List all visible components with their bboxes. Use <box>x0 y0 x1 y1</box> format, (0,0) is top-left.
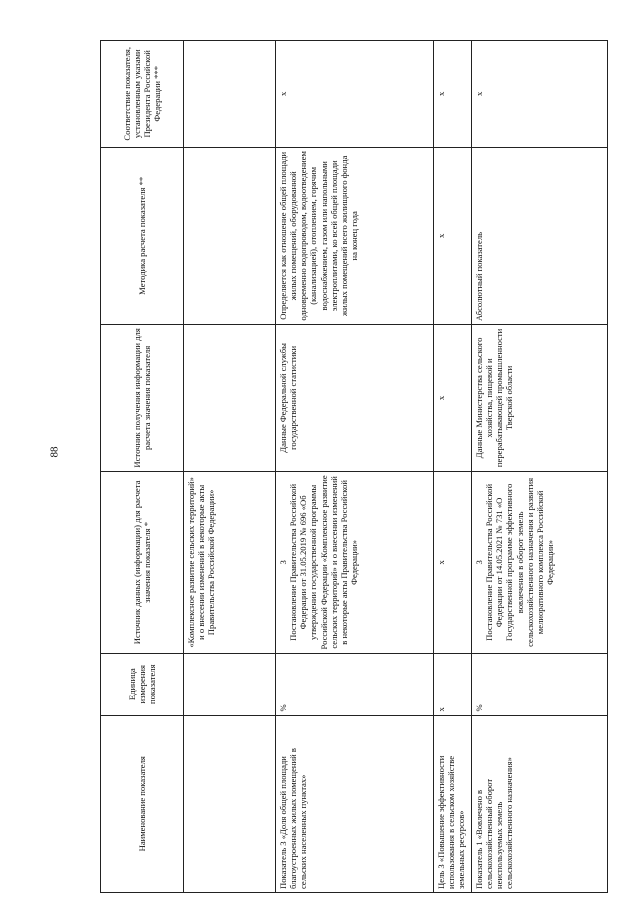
header-unit: Единица измерения показателя <box>101 653 184 715</box>
cell-source: 3 Постановление Правительства Российской Федерации от 14.05.2021 № 731 «О Государственной программе эффективного вовлечения в оборот земель сельскохозяйственного назначения и развития мелиоративного комплекса Российской Федерации» <box>472 471 608 653</box>
cell-name: Показатель 1 «Вовлечено в сельскохозяйственный оборот неиспользуемых земель сельскохозяйственного назначения» <box>472 715 608 892</box>
table-row <box>276 41 434 893</box>
cell-match: х <box>434 41 472 148</box>
cell-origin <box>184 325 276 472</box>
cell-method: х <box>434 147 472 324</box>
header-method: Методика расчета показателя ** <box>101 147 184 324</box>
page-number: 88 <box>48 446 61 458</box>
cell-unit: % <box>276 653 434 715</box>
cell-name <box>184 715 276 892</box>
header-name: Наименование показателя <box>101 715 184 892</box>
header-source: Источник данных (информации) для расчета значения показателя * <box>101 471 184 653</box>
header-row <box>101 41 184 893</box>
cell-origin: Данные Министерства сельского хозяйства, пищевой и перерабатывающей промышленности Тверской области <box>472 325 608 472</box>
table-row <box>184 41 276 893</box>
cell-method: Определяется как отношение общей площади жилых помещений, оборудованной одновременно водопроводом, водоотведением (канализацией), отоплением, горячим водоснабжением, газом или напольными электроплитами, ко всей общей площади жилых помещений всего жилищного фонда на конец года <box>276 147 434 324</box>
header-match: Соответствие показателя, установленным указами Президента Российской Федерации *** <box>101 41 184 148</box>
table-row <box>434 41 472 893</box>
cell-match <box>184 41 276 148</box>
cell-source: х <box>434 471 472 653</box>
cell-source: 3 Постановление Правительства Российской Федерации от 31.05.2019 № 696 «Об утверждении государственной программы Российской Федерации «Комплексное развитие сельских территорий» и о внесении изменений в некоторые акты Правительства Российской Федерации» <box>276 471 434 653</box>
cell-match: х <box>276 41 434 148</box>
cell-unit: х <box>434 653 472 715</box>
cell-unit: % <box>472 653 608 715</box>
cell-unit <box>184 653 276 715</box>
table-row <box>472 41 608 893</box>
cell-method: Абсолютный показатель <box>472 147 608 324</box>
cell-name: Показатель 3 «Доля общей площади благоустроенных жилых помещений в сельских населенных пунктах» <box>276 715 434 892</box>
cell-method <box>184 147 276 324</box>
cell-match: х <box>472 41 608 148</box>
header-origin: Источник получения информации для расчета значения показателя <box>101 325 184 472</box>
rotated-table-container <box>100 40 610 893</box>
cell-origin: Данные Федеральной службы государственной статистики <box>276 325 434 472</box>
indicator-table <box>100 40 608 893</box>
cell-name: Цель 3 «Повышение эффективности использования в сельском хозяйстве земельных ресурсов» <box>434 715 472 892</box>
cell-origin: х <box>434 325 472 472</box>
cell-source: «Комплексное развитие сельских территорий» и о внесении изменений в некоторые акты Правительства Российской Федерации» <box>184 471 276 653</box>
